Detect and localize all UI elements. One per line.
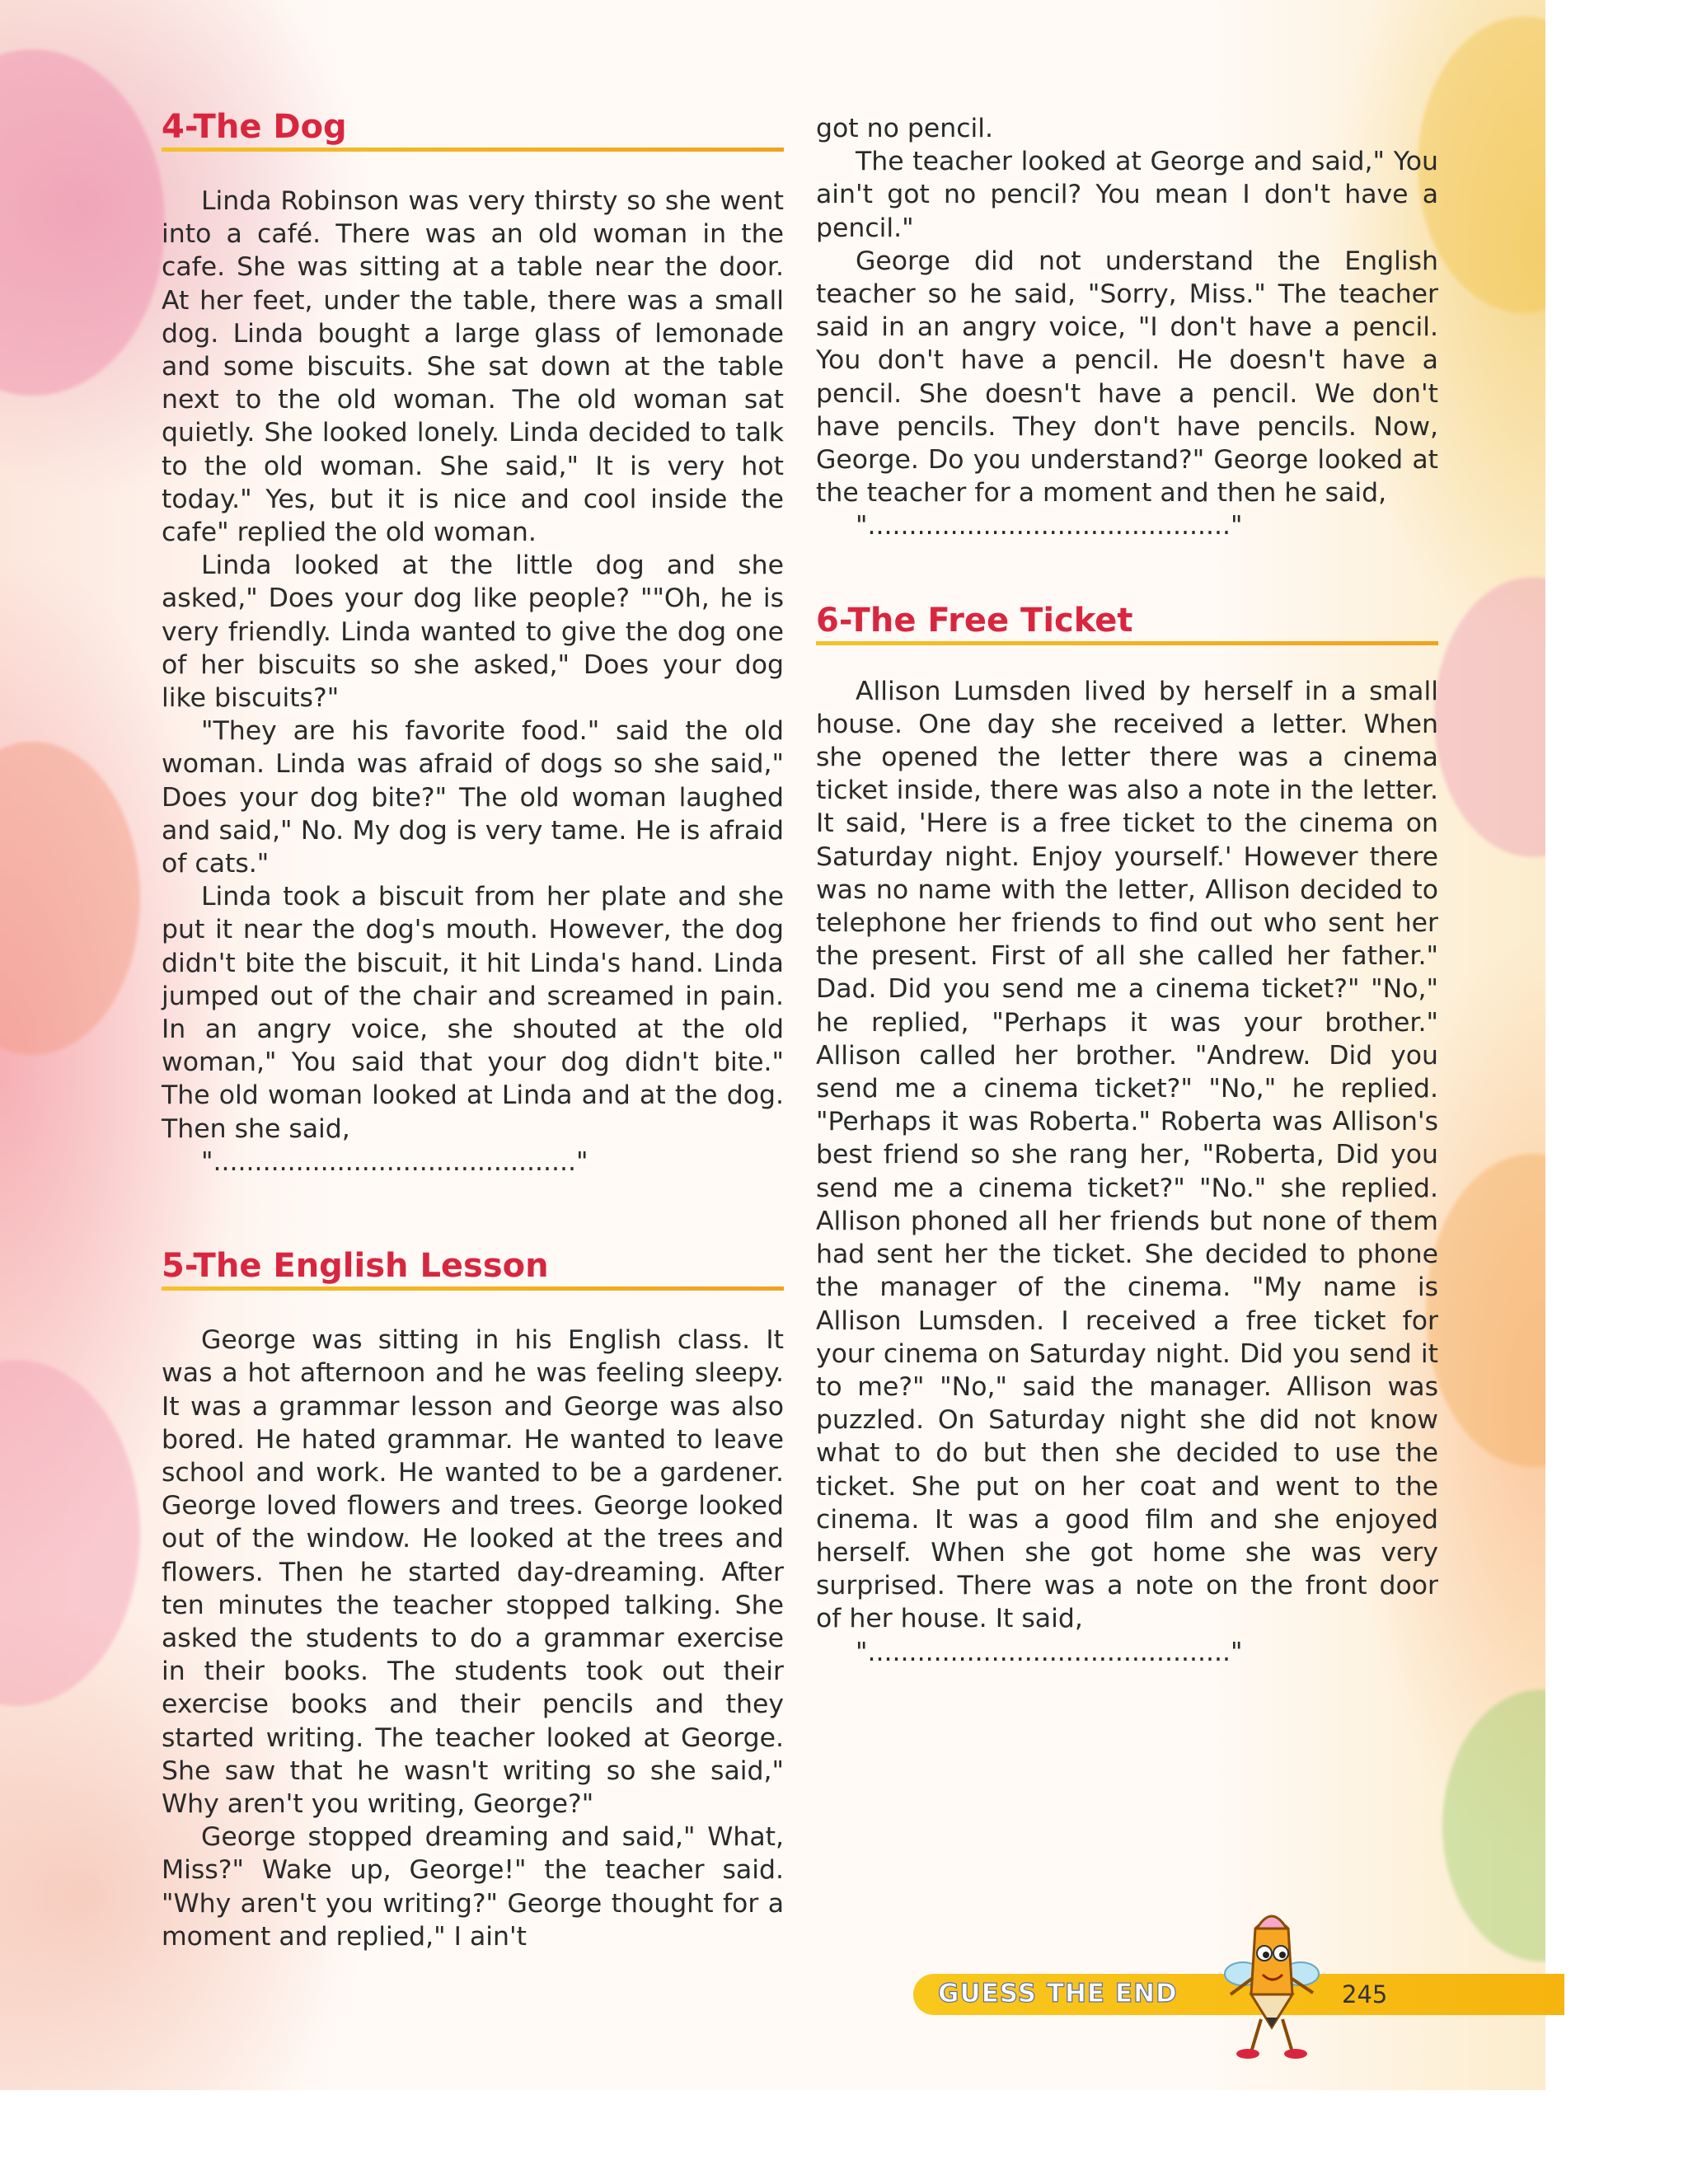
decorative-petal (0, 1360, 140, 1706)
story-5-continuation: got no pencil. (816, 114, 994, 143)
decorative-petal (0, 49, 165, 396)
story-4-paragraph: Linda took a biscuit from her plate and she put it near the dog's mouth. However, the dog didn't bite the biscuit, it hit Linda's hand. Linda jumped out of the chair and screamed in pain. In an angry voice, she shouted at the old woman," You said that your dog didn't bite." The old woman looked at Linda and at the dog. Then she said, (162, 882, 784, 1144)
story-6-title: 6-The Free Ticket (816, 601, 1438, 645)
decorative-petal (1426, 1154, 1545, 1467)
footer-label: GUESS THE END (938, 1979, 1178, 2008)
page-number: 245 (1342, 1980, 1388, 2008)
pencil-mascot-icon (1210, 1896, 1334, 2060)
right-column (816, 112, 1438, 1669)
story-4-paragraph: Linda Robinson was very thirsty so she went into a café. There was an old woman in the cafe. She was sitting at a table near the door. At her feet, under the table, there was a small dog. Linda bought a large glass of lemonade and some biscuits. She sat down at the table next to the old woman. The old woman sat quietly. She looked lonely. Linda decided to talk to the old woman. She said," It is very hot today." Yes, but it is nice and cool inside the cafe" replied the old woman. (162, 186, 784, 548)
story-5-continuation: The teacher looked at George and said," You ain't got no pencil? You mean I don't have a pencil." (816, 147, 1438, 243)
story-5-title: 5-The English Lesson (162, 1246, 784, 1291)
story-6-ending: "............................................" (856, 1637, 1243, 1667)
story-4-title: 4-The Dog (162, 107, 784, 152)
decorative-petal (1442, 1690, 1545, 1961)
story-4-paragraph: "They are his favorite food." said the old woman. Linda was afraid of dogs so she said," Does your dog bite?" The old woman laughed and said," No. My dog is very tame. He is afraid of cats." (162, 716, 784, 879)
story-5-continuation: George did not understand the English teacher so he said, "Sorry, Miss." The teacher said in an angry voice, "I don't have a pencil. You don't have a pencil. He doesn't have a pencil. She doesn't have a pencil. We don't have pencils. They don't have pencils. Now, George. Do you understand?" George looked at the teacher for a moment and then he said, (816, 246, 1438, 509)
story-6-paragraph: Allison Lumsden lived by herself in a small house. One day she received a letter. When she opened the letter there was a cinema ticket inside, there was also a note in the letter. It said, 'Here is a free ticket to the cinema on Saturday night. Enjoy yourself.' However there was no name with the letter, Allison decided to telephone her friends to find out who sent her the present. First of all she called her father." Dad. Did you send me a cinema ticket?" "No," he replied, "Perhaps it was your brother." Allison called her brother. "Andrew. Did you send me a cinema ticket?" "No," he replied. "Perhaps it was Roberta." Roberta was Allison's best friend so she rang her, "Roberta, Did you send me a cinema ticket?" "No." she replied. Allison phoned all her friends but none of them had sent her the ticket. She decided to phone the manager of the cinema. "My name is Allison Lumsden. I received a free ticket for your cinema on Saturday night. Did you send it to me?" "No," said the manager. Allison was puzzled. On Saturday night she did not know what to do but then she decided to use the ticket. She put on her coat and went to the cinema. It was a good film and she enjoyed herself. When she got home she was very surprised. There was a note on the front door of her house. It said, (816, 676, 1438, 1634)
story-5-ending: "............................................" (856, 511, 1243, 541)
story-5-paragraph: George stopped dreaming and said," What, Miss?" Wake up, George!" the teacher said. "Why aren't you writing?" George thought for a moment and replied," I ain't (162, 1822, 784, 1952)
story-4-ending: "............................................" (201, 1146, 588, 1177)
decorative-petal (1434, 577, 1545, 857)
story-4-paragraph: Linda looked at the little dog and she asked," Does your dog like people? ""Oh, he is very friendly. Linda wanted to give the dog one of her biscuits so she asked," Does your dog like biscuits?" (162, 551, 784, 714)
decorative-petal (0, 742, 140, 1055)
left-column (162, 107, 784, 1953)
story-5-paragraph: George was sitting in his English class. It was a hot afternoon and he was feeling sleepy. It was a grammar lesson and George was also bored. He hated grammar. He wanted to leave school and work. He wanted to be a gardener. George loved flowers and trees. George looked out of the window. He looked at the trees and flowers. Then he started day-dreaming. After ten minutes the teacher stopped talking. She asked the students to do a grammar exercise in their books. The students took out their exercise books and their pencils and they started writing. The teacher looked at George. She saw that he wasn't writing so she said," Why aren't you writing, George?" (162, 1325, 784, 1819)
